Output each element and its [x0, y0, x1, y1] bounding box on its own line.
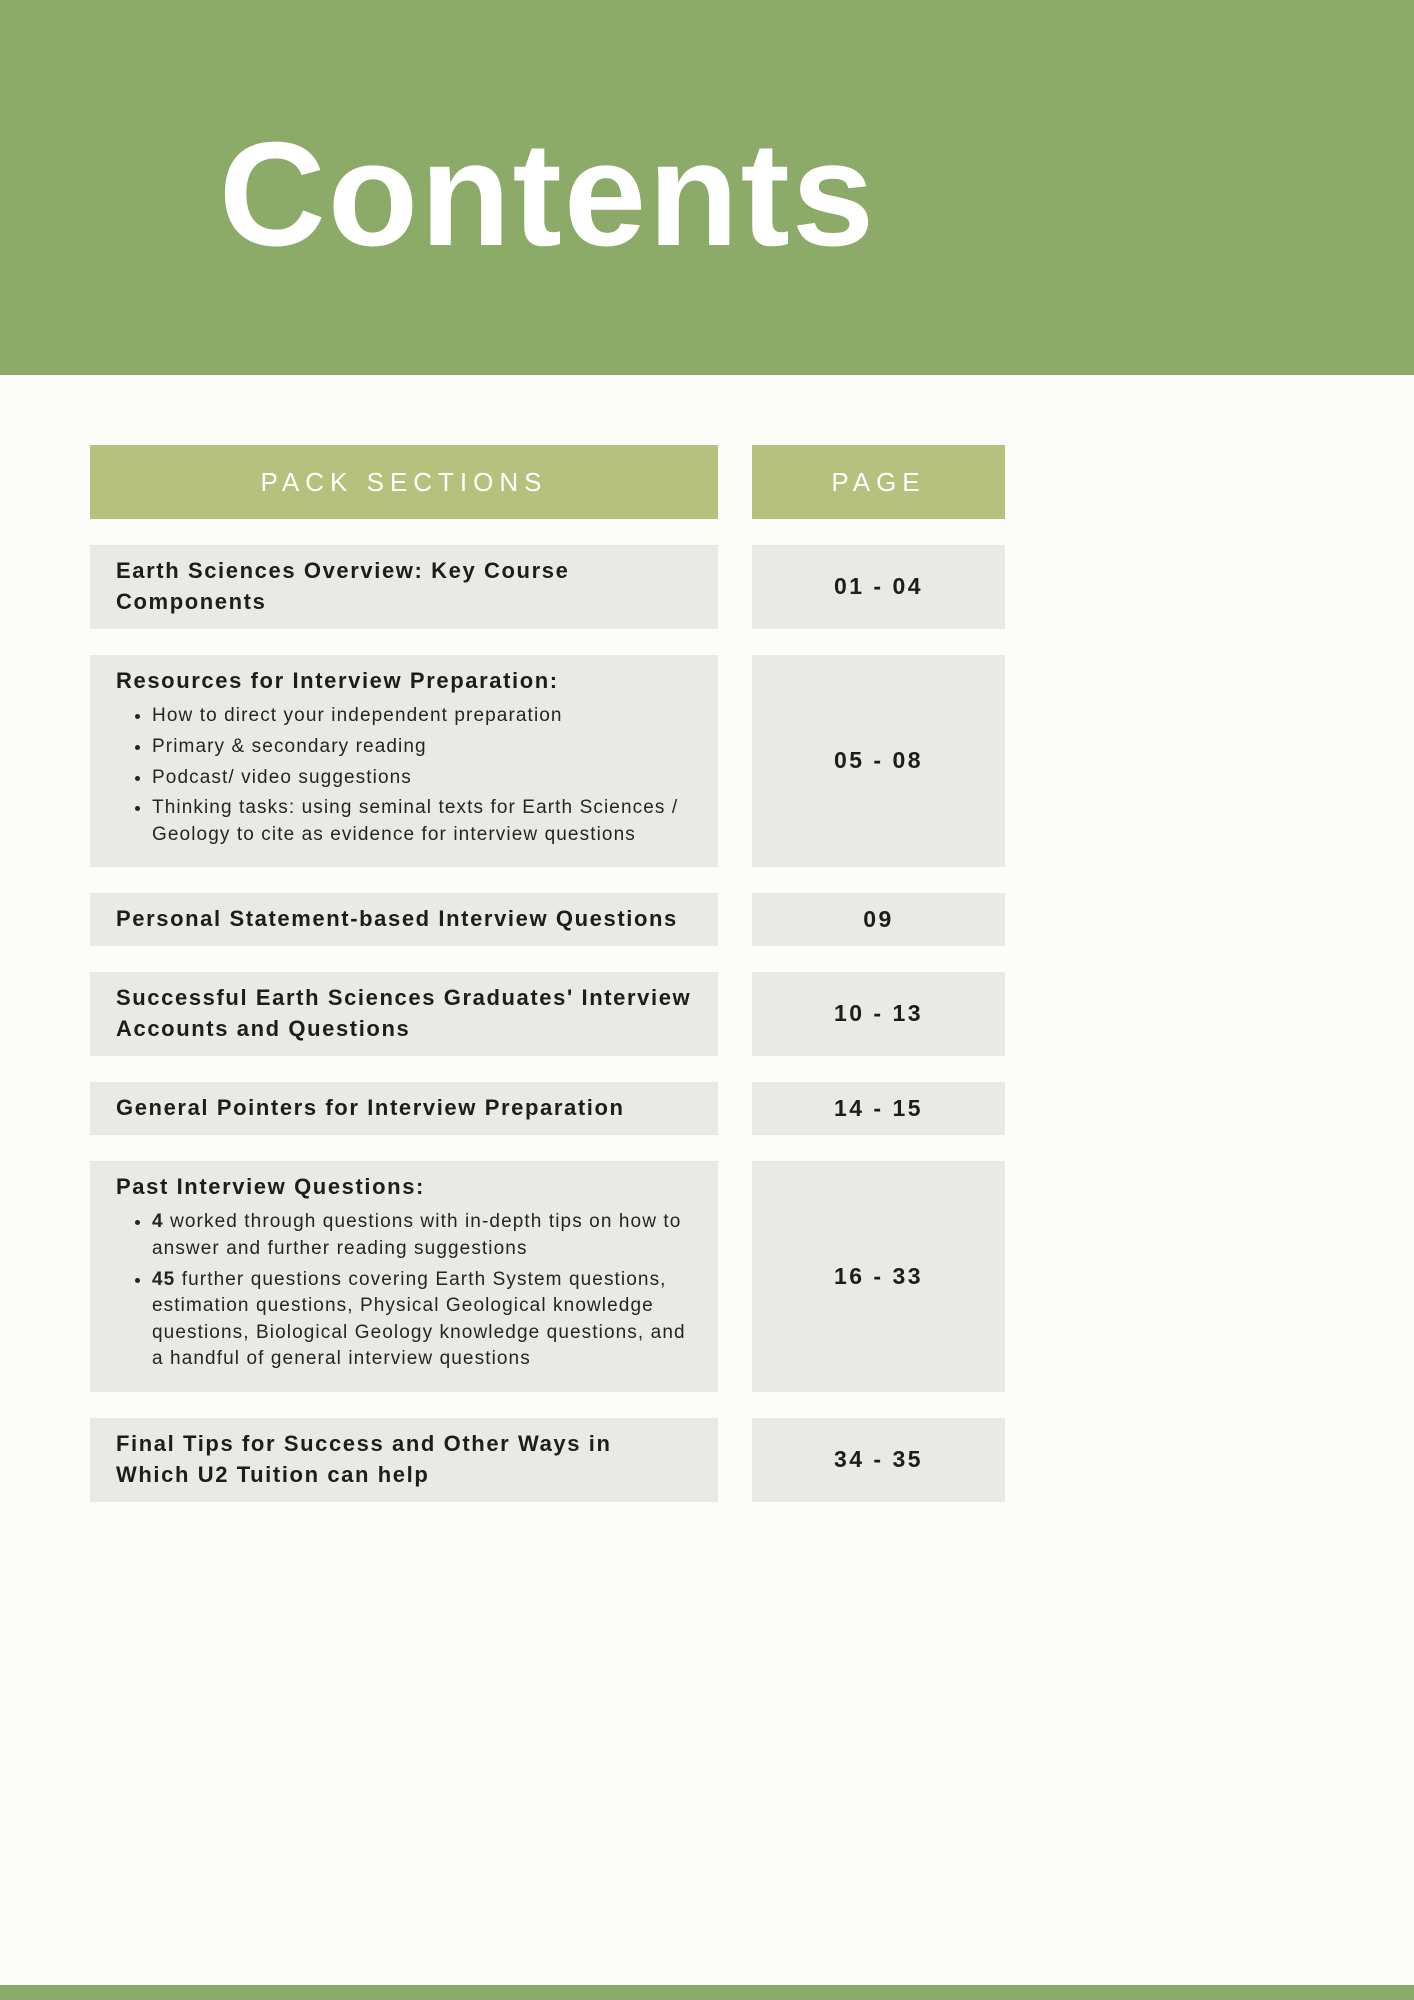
- toc-section-cell: [90, 893, 718, 946]
- page-title: Contents: [218, 111, 877, 277]
- contents-table: [90, 445, 1414, 1502]
- toc-section-cell: [90, 545, 718, 629]
- toc-section-cell: [90, 972, 718, 1056]
- bullet-item: [152, 1209, 692, 1262]
- page-range: 05 - 08: [833, 747, 924, 774]
- bullet-lead-number: 4: [152, 1211, 164, 1233]
- bullet-item: [152, 1267, 692, 1373]
- section-title: Successful Earth Sciences Graduates' Interview Accounts and Questions: [116, 985, 692, 1041]
- bullet-lead-number: 45: [152, 1268, 176, 1290]
- bullet-item: • Thinking tasks: using seminal texts for Earth Sciences / Geology to cite as evidence for interview questions: [152, 795, 692, 848]
- page-header-label: PAGE: [831, 466, 926, 497]
- toc-page-cell: [752, 1418, 1005, 1502]
- pack-sections-header: [90, 445, 718, 519]
- toc-page-cell: [752, 655, 1005, 868]
- toc-page-cell: [752, 1082, 1005, 1135]
- section-title: Earth Sciences Overview: Key Course Components: [116, 558, 570, 614]
- bullet-item: • Primary & secondary reading: [152, 734, 692, 761]
- section-bullets: [116, 703, 692, 852]
- toc-section-cell: [90, 1082, 718, 1135]
- section-title: Personal Statement-based Interview Questions: [116, 906, 678, 932]
- toc-page-cell: [752, 1161, 1005, 1392]
- toc-page-cell: [752, 893, 1005, 946]
- page-range: 09: [863, 906, 894, 933]
- section-title: Past Interview Questions:: [116, 1173, 425, 1199]
- toc-section-cell: [90, 655, 718, 868]
- section-bullets: [116, 1209, 692, 1377]
- toc-section-cell: [90, 1418, 718, 1502]
- toc-page-cell: [752, 545, 1005, 629]
- page-range: 34 - 35: [833, 1446, 924, 1473]
- toc-page-cell: [752, 972, 1005, 1056]
- section-title: Resources for Interview Preparation:: [116, 667, 559, 693]
- bullet-text: further questions covering Earth System questions, estimation questions, Physical Geological knowledge questions, Biological Geology knowledge questions, and a handful of general interview questions: [152, 1268, 686, 1370]
- page-range: 10 - 13: [833, 1000, 924, 1027]
- footer-bar: [0, 1985, 1414, 2000]
- header-banner: [0, 0, 1414, 375]
- pack-sections-header-label: PACK SECTIONS: [260, 466, 548, 497]
- bullet-item: • How to direct your independent preparation: [152, 703, 692, 730]
- banner-title-wrap: [90, 107, 1005, 277]
- page-range: 14 - 15: [833, 1094, 924, 1121]
- page-range: 01 - 04: [833, 573, 924, 600]
- page-range: 16 - 33: [833, 1262, 924, 1289]
- toc-section-cell: [90, 1161, 718, 1392]
- bullet-text: worked through questions with in-depth tips on how to answer and further reading suggestions: [152, 1211, 682, 1259]
- section-title: Final Tips for Success and Other Ways in Which U2 Tuition can help: [116, 1430, 612, 1487]
- page-header: [752, 445, 1005, 519]
- bullet-item: • Podcast/ video suggestions: [152, 765, 692, 792]
- section-title: General Pointers for Interview Preparation: [116, 1094, 625, 1120]
